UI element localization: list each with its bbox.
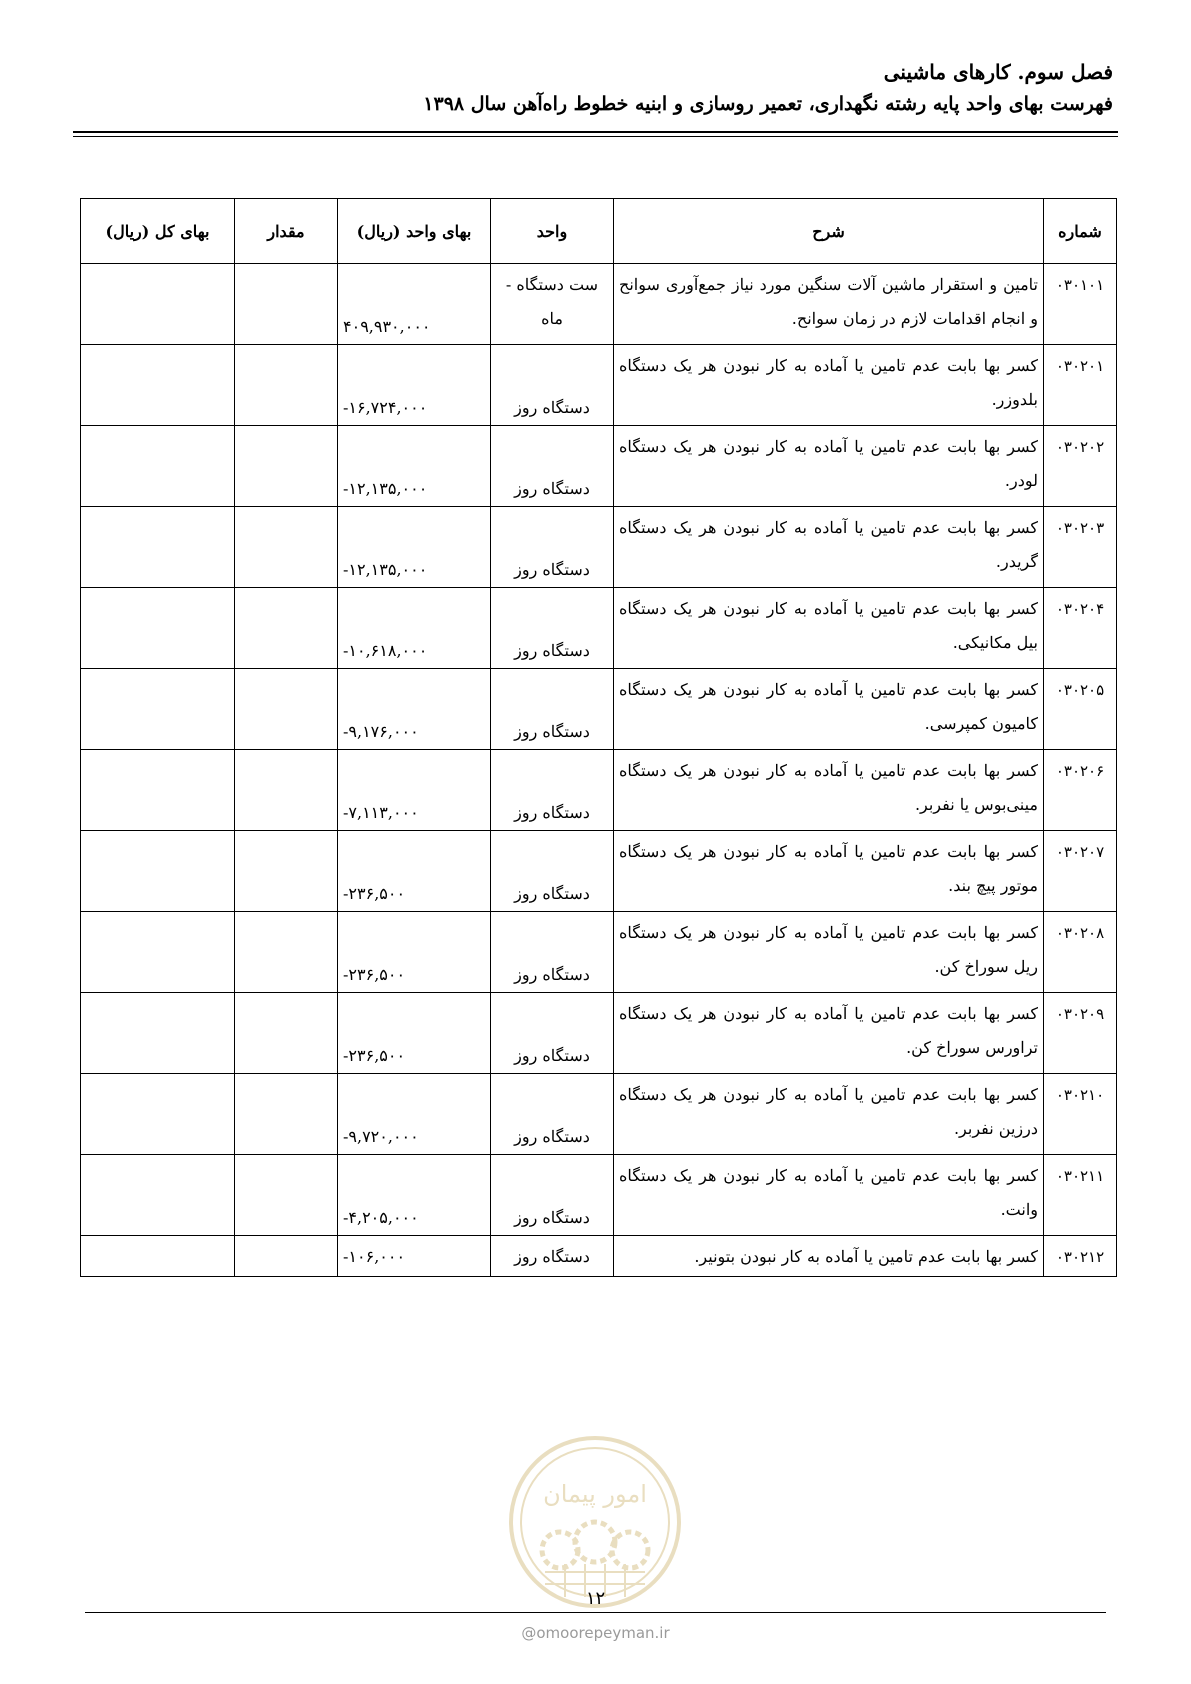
item-unit-price: -۱۰۶,۰۰۰ [338,1236,491,1277]
item-unit-price: -۹,۷۲۰,۰۰۰ [338,1074,491,1155]
item-unit: دستگاه روز [491,912,614,993]
footer-rule [85,1612,1106,1613]
column-header-quantity: مقدار [235,199,338,264]
table-row [81,345,1117,426]
item-unit: دستگاه روز [491,588,614,669]
document-title: فهرست بهای واحد پایه رشته نگهداری، تعمیر روسازی و ابنیه خطوط راه‌آهن سال ۱۳۹۸ [423,93,1113,115]
table-row [81,507,1117,588]
item-quantity [235,912,338,993]
item-description: تامین و استقرار ماشین آلات سنگین مورد نیاز جمع‌آوری سوانح و انجام اقدامات لازم در زمان سوانح. [614,264,1044,345]
table-row [81,1155,1117,1236]
item-number: ۰۳۰۲۱۲ [1044,1236,1117,1277]
item-total-price [81,507,235,588]
item-number: ۰۳۰۲۰۴ [1044,588,1117,669]
item-unit-price: -۲۳۶,۵۰۰ [338,831,491,912]
item-description: کسر بها بابت عدم تامین یا آماده به کار نبودن هر یک دستگاه بیل مکانیکی. [614,588,1044,669]
page-header [78,58,1113,118]
column-header-total-price: بهای کل (ریال) [81,199,235,264]
table-header-row [81,199,1117,264]
item-unit-price: -۹,۱۷۶,۰۰۰ [338,669,491,750]
column-header-unit-price: بهای واحد (ریال) [338,199,491,264]
item-quantity [235,993,338,1074]
price-table [80,198,1117,1277]
item-unit: دستگاه روز [491,507,614,588]
item-description: کسر بها بابت عدم تامین یا آماده به کار نبودن هر یک دستگاه تراورس سوراخ کن. [614,993,1044,1074]
item-unit: دستگاه روز [491,831,614,912]
item-description: کسر بها بابت عدم تامین یا آماده به کار نبودن هر یک دستگاه وانت. [614,1155,1044,1236]
item-total-price [81,831,235,912]
table-row [81,831,1117,912]
item-unit: دستگاه روز [491,426,614,507]
item-number: ۰۳۰۲۰۳ [1044,507,1117,588]
item-unit-price: -۱۶,۷۲۴,۰۰۰ [338,345,491,426]
item-total-price [81,1155,235,1236]
page-number: ۱۲ [585,1588,606,1609]
item-unit-price: -۲۳۶,۵۰۰ [338,993,491,1074]
item-quantity [235,1236,338,1277]
item-description: کسر بها بابت عدم تامین یا آماده به کار نبودن هر یک دستگاه درزین نفربر. [614,1074,1044,1155]
item-description: کسر بها بابت عدم تامین یا آماده به کار نبودن هر یک دستگاه مینی‌بوس یا نفربر. [614,750,1044,831]
table-row [81,588,1117,669]
item-quantity [235,669,338,750]
item-total-price [81,1236,235,1277]
stamp-text: امور پیمان [543,1480,647,1508]
item-total-price [81,588,235,669]
item-quantity [235,426,338,507]
table-row [81,426,1117,507]
item-total-price [81,993,235,1074]
item-unit: دستگاه روز [491,993,614,1074]
item-quantity [235,264,338,345]
item-quantity [235,588,338,669]
item-number: ۰۳۰۲۰۷ [1044,831,1117,912]
item-unit-price: -۲۳۶,۵۰۰ [338,912,491,993]
column-header-number: شماره [1044,199,1117,264]
item-description: کسر بها بابت عدم تامین یا آماده به کار نبودن هر یک دستگاه موتور پیچ بند. [614,831,1044,912]
item-number: ۰۳۰۲۰۶ [1044,750,1117,831]
table-row [81,750,1117,831]
header-rule-thin [73,136,1118,137]
item-description: کسر بها بابت عدم تامین یا آماده به کار نبودن هر یک دستگاه گریدر. [614,507,1044,588]
item-number: ۰۳۰۲۰۲ [1044,426,1117,507]
item-description: کسر بها بابت عدم تامین یا آماده به کار نبودن بتونیر. [614,1236,1044,1277]
item-description: کسر بها بابت عدم تامین یا آماده به کار نبودن هر یک دستگاه لودر. [614,426,1044,507]
item-description: کسر بها بابت عدم تامین یا آماده به کار نبودن هر یک دستگاه ریل سوراخ کن. [614,912,1044,993]
item-number: ۰۳۰۲۱۰ [1044,1074,1117,1155]
item-unit: دستگاه روز [491,750,614,831]
item-total-price [81,345,235,426]
item-unit-price: -۱۲,۱۳۵,۰۰۰ [338,507,491,588]
item-unit: ست دستگاه - ماه [491,264,614,345]
watermark-stamp [505,1432,685,1612]
table-row [81,669,1117,750]
item-total-price [81,264,235,345]
item-total-price [81,669,235,750]
item-description: کسر بها بابت عدم تامین یا آماده به کار نبودن هر یک دستگاه کامیون کمپرسی. [614,669,1044,750]
item-unit: دستگاه روز [491,1074,614,1155]
item-unit-price: -۴,۲۰۵,۰۰۰ [338,1155,491,1236]
item-quantity [235,507,338,588]
item-number: ۰۳۰۲۰۵ [1044,669,1117,750]
column-header-unit: واحد [491,199,614,264]
item-unit-price: -۷,۱۱۳,۰۰۰ [338,750,491,831]
table-row [81,993,1117,1074]
item-number: ۰۳۰۲۱۱ [1044,1155,1117,1236]
item-description: کسر بها بابت عدم تامین یا آماده به کار نبودن هر یک دستگاه بلدوزر. [614,345,1044,426]
item-unit-price: -۱۰,۶۱۸,۰۰۰ [338,588,491,669]
item-unit: دستگاه روز [491,669,614,750]
item-quantity [235,1074,338,1155]
item-number: ۰۳۰۱۰۱ [1044,264,1117,345]
table-row [81,1236,1117,1277]
item-quantity [235,345,338,426]
item-quantity [235,831,338,912]
item-total-price [81,426,235,507]
column-header-description: شرح [614,199,1044,264]
item-unit-price: -۱۲,۱۳۵,۰۰۰ [338,426,491,507]
item-quantity [235,1155,338,1236]
item-unit: دستگاه روز [491,1236,614,1277]
item-unit: دستگاه روز [491,345,614,426]
item-unit-price: ۴۰۹,۹۳۰,۰۰۰ [338,264,491,345]
item-unit: دستگاه روز [491,1155,614,1236]
chapter-title: فصل سوم. کارهای ماشینی [883,60,1113,84]
item-total-price [81,750,235,831]
item-number: ۰۳۰۲۰۸ [1044,912,1117,993]
item-number: ۰۳۰۲۰۹ [1044,993,1117,1074]
table-row [81,264,1117,345]
item-total-price [81,1074,235,1155]
item-number: ۰۳۰۲۰۱ [1044,345,1117,426]
watermark-url: @omoorepeyman.ir [521,1624,670,1642]
table-row [81,1074,1117,1155]
item-total-price [81,912,235,993]
header-rule-thick [73,131,1118,133]
table-row [81,912,1117,993]
item-quantity [235,750,338,831]
